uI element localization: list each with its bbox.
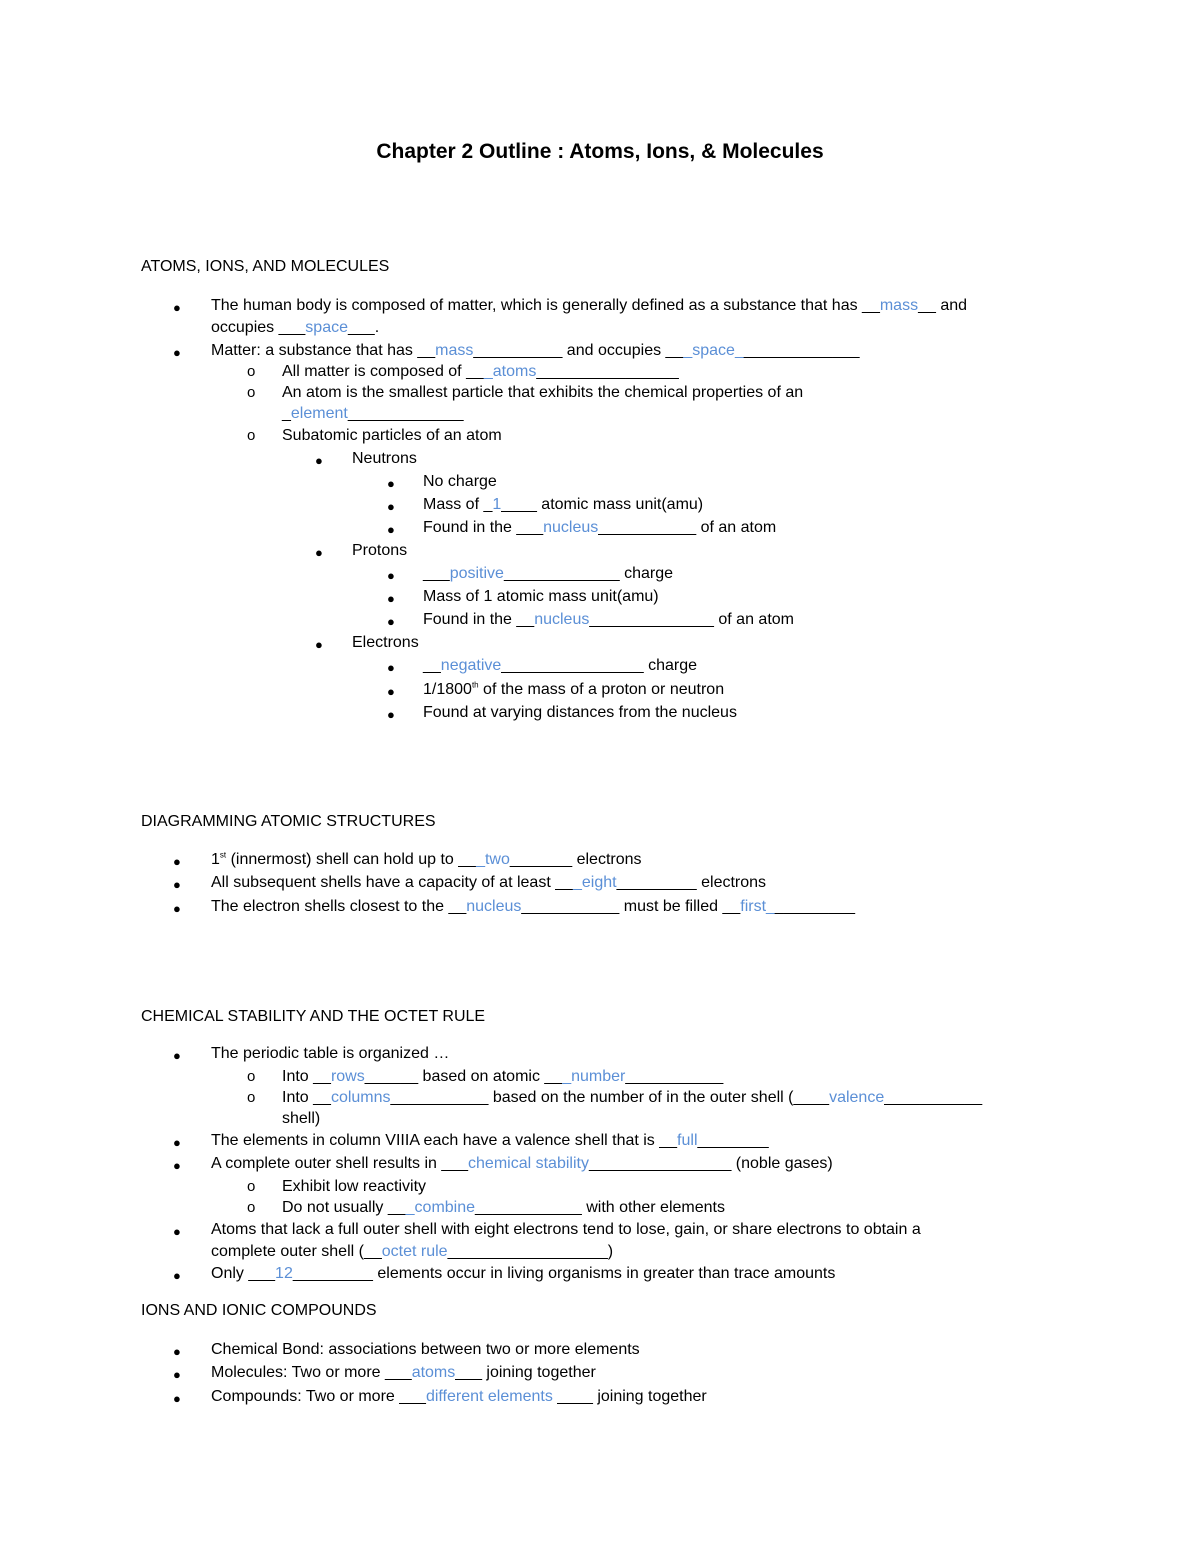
bullet-icon: ● xyxy=(387,684,395,699)
section-heading: ATOMS, IONS, AND MOLECULES xyxy=(141,258,390,275)
outline-line xyxy=(423,704,737,722)
line-text: ___ xyxy=(423,565,450,582)
outline-line xyxy=(211,1265,835,1283)
bullet-icon: ● xyxy=(173,1391,181,1406)
outline-line xyxy=(423,496,703,514)
outline-line xyxy=(211,874,766,892)
line-text: _________ electrons xyxy=(616,874,767,891)
answer-text: mass xyxy=(435,342,474,359)
outline-line xyxy=(423,565,673,583)
line-text: complete outer shell (__ xyxy=(211,1243,382,1260)
sub-bullet-icon: o xyxy=(247,1089,256,1106)
line-text: _____________ xyxy=(347,405,464,422)
line-text: ________________ charge xyxy=(501,657,698,674)
line-text: _____________ xyxy=(743,342,860,359)
outline-line xyxy=(423,588,659,606)
outline-line xyxy=(352,450,417,468)
line-text: Into __ xyxy=(282,1089,331,1106)
section-heading: IONS AND IONIC COMPOUNDS xyxy=(141,1302,377,1319)
bullet-icon: ● xyxy=(173,901,181,916)
bullet-icon: ● xyxy=(387,522,395,537)
outline-line xyxy=(211,1341,640,1359)
outline-line xyxy=(211,1388,707,1406)
page-title: Chapter 2 Outline : Atoms, Ions, & Molecules xyxy=(376,140,824,163)
line-text: ____________ with other elements xyxy=(475,1199,725,1216)
line-text: Mass of 1 atomic mass unit(amu) xyxy=(423,588,659,605)
line-text: Found at varying distances from the nucleus xyxy=(423,704,737,721)
line-text: __________ and occupies __ xyxy=(473,342,684,359)
bullet-icon: ● xyxy=(173,1158,181,1173)
answer-text: rows xyxy=(330,1068,365,1085)
outline-line xyxy=(282,384,803,402)
answer-text: element xyxy=(290,405,348,422)
outline-line xyxy=(282,1178,426,1196)
bullet-icon: ● xyxy=(387,614,395,629)
line-text: All subsequent shells have a capacity of at least __ xyxy=(211,874,573,891)
line-text: Into __ xyxy=(282,1068,331,1085)
line-text: _________ xyxy=(774,898,856,915)
answer-text: mass xyxy=(879,297,919,314)
line-text: __________________) xyxy=(447,1243,614,1260)
answer-text: _atoms xyxy=(483,363,537,380)
line-text: ____ joining together xyxy=(552,1388,707,1405)
line-text: ________ xyxy=(697,1132,769,1149)
bullet-icon: ● xyxy=(387,591,395,606)
line-text: ____ atomic mass unit(amu) xyxy=(501,496,704,513)
line-text: shell) xyxy=(282,1110,321,1127)
line-text: ___________ xyxy=(884,1089,983,1106)
answer-text: space xyxy=(305,319,348,336)
answer-text: columns xyxy=(330,1089,391,1106)
line-text: 1/1800 xyxy=(423,681,472,698)
line-text: A complete outer shell results in ___ xyxy=(211,1155,469,1172)
sub-bullet-icon: o xyxy=(247,384,256,401)
line-text: ___. xyxy=(348,319,380,336)
outline-line xyxy=(211,898,855,916)
line-text: Found in the ___ xyxy=(423,519,544,536)
line-text: Subatomic particles of an atom xyxy=(282,427,502,444)
line-text: Neutrons xyxy=(352,450,417,467)
bullet-icon: ● xyxy=(173,1048,181,1063)
line-text: __ xyxy=(423,657,441,674)
outline-line xyxy=(211,851,642,869)
bullet-icon: ● xyxy=(173,1344,181,1359)
bullet-icon: ● xyxy=(173,854,181,869)
bullet-icon: ● xyxy=(387,568,395,583)
outline-line xyxy=(211,1364,596,1382)
bullet-icon: ● xyxy=(173,1367,181,1382)
outline-line xyxy=(352,634,419,652)
outline-line xyxy=(211,319,379,337)
line-text: Only ___ xyxy=(211,1265,276,1282)
answer-text: 1 xyxy=(492,496,502,513)
outline-line xyxy=(282,363,679,381)
bullet-icon: ● xyxy=(315,545,323,560)
bullet-icon: ● xyxy=(387,476,395,491)
line-text: ___________ must be filled __ xyxy=(521,898,741,915)
line-text: The elements in column VIIIA each have a valence shell that is __ xyxy=(211,1132,678,1149)
bullet-icon: ● xyxy=(315,637,323,652)
line-text: ___________ of an atom xyxy=(598,519,777,536)
line-text: Compounds: Two or more ___ xyxy=(211,1388,426,1405)
answer-text: full xyxy=(677,1132,698,1149)
line-text: Electrons xyxy=(352,634,419,651)
outline-line xyxy=(423,681,724,699)
outline-line xyxy=(423,519,776,537)
answer-text: nucleus xyxy=(466,898,522,915)
line-text: The periodic table is organized … xyxy=(211,1045,450,1062)
line-text: The human body is composed of matter, which is generally defined as a substance that has __ xyxy=(211,297,880,314)
outline-line xyxy=(211,342,860,360)
superscript-text: st xyxy=(219,850,227,860)
line-text: No charge xyxy=(423,473,497,490)
answer-text: _combine xyxy=(405,1199,476,1216)
section-heading: CHEMICAL STABILITY AND THE OCTET RULE xyxy=(141,1008,486,1025)
answer-text: _eight xyxy=(573,874,617,891)
answer-text: 12 xyxy=(275,1265,293,1282)
line-text: Atoms that lack a full outer shell with eight electrons tend to lose, gain, or share electrons to obtain a xyxy=(211,1221,921,1238)
section-heading: DIAGRAMMING ATOMIC STRUCTURES xyxy=(141,813,436,830)
line-text: Found in the __ xyxy=(423,611,535,628)
line-text: All matter is composed of __ xyxy=(282,363,484,380)
line-text: _ xyxy=(282,405,291,422)
outline-line xyxy=(211,1155,833,1173)
line-text: ______________ of an atom xyxy=(589,611,794,628)
answer-text: nucleus xyxy=(534,611,590,628)
outline-line xyxy=(211,1243,613,1261)
answer-text: _space_ xyxy=(683,342,744,359)
bullet-icon: ● xyxy=(173,300,181,315)
outline-line xyxy=(423,473,497,491)
line-text: _________ elements occur in living organisms in greater than trace amounts xyxy=(292,1265,836,1282)
line-text: _______ electrons xyxy=(509,851,642,868)
bullet-icon: ● xyxy=(387,660,395,675)
answer-text: nucleus xyxy=(543,519,599,536)
bullet-icon: ● xyxy=(315,453,323,468)
outline-line xyxy=(352,542,407,560)
superscript-text: th xyxy=(471,680,479,690)
answer-text: atoms xyxy=(411,1364,456,1381)
outline-line xyxy=(423,657,697,675)
line-text: occupies ___ xyxy=(211,319,306,336)
sub-bullet-icon: o xyxy=(247,363,256,380)
line-text: Matter: a substance that has __ xyxy=(211,342,436,359)
outline-line xyxy=(211,1132,769,1150)
line-text: ___ joining together xyxy=(455,1364,596,1381)
line-text: Chemical Bond: associations between two or more elements xyxy=(211,1341,640,1358)
sub-bullet-icon: o xyxy=(247,427,256,444)
line-text: of the mass of a proton or neutron xyxy=(478,681,725,698)
outline-line xyxy=(211,1045,449,1063)
line-text: ___________ xyxy=(625,1068,724,1085)
outline-line xyxy=(282,1068,723,1086)
bullet-icon: ● xyxy=(173,1224,181,1239)
answer-text: chemical stability xyxy=(468,1155,589,1172)
bullet-icon: ● xyxy=(173,345,181,360)
line-text: ___________ based on the number of in the outer shell (____ xyxy=(390,1089,830,1106)
answer-text: negative xyxy=(440,657,502,674)
line-text: Do not usually __ xyxy=(282,1199,406,1216)
line-text: ______ based on atomic __ xyxy=(364,1068,563,1085)
answer-text: _number xyxy=(562,1068,626,1085)
outline-line xyxy=(211,1221,921,1239)
line-text: (innermost) shell can hold up to __ xyxy=(226,851,477,868)
bullet-icon: ● xyxy=(173,1135,181,1150)
bullet-icon: ● xyxy=(387,499,395,514)
outline-line xyxy=(282,1089,982,1107)
outline-line xyxy=(282,1199,725,1217)
line-text: ________________ (noble gases) xyxy=(588,1155,833,1172)
bullet-icon: ● xyxy=(387,707,395,722)
outline-line xyxy=(282,427,502,445)
answer-text: different elements xyxy=(425,1388,553,1405)
line-text: An atom is the smallest particle that exhibits the chemical properties of an xyxy=(282,384,804,401)
line-text: Mass of _ xyxy=(423,496,493,513)
outline-line xyxy=(282,1110,320,1128)
outline-line xyxy=(211,297,967,315)
line-text: __ and xyxy=(918,297,968,314)
answer-text: _two xyxy=(476,851,510,868)
line-text: The electron shells closest to the __ xyxy=(211,898,467,915)
line-text: ________________ xyxy=(536,363,679,380)
line-text: Protons xyxy=(352,542,408,559)
answer-text: octet rule xyxy=(381,1243,448,1260)
sub-bullet-icon: o xyxy=(247,1178,256,1195)
sub-bullet-icon: o xyxy=(247,1199,256,1216)
answer-text: valence xyxy=(829,1089,885,1106)
line-text: Exhibit low reactivity xyxy=(282,1178,427,1195)
outline-line xyxy=(282,405,464,423)
line-text: Molecules: Two or more ___ xyxy=(211,1364,412,1381)
answer-text: first_ xyxy=(740,898,775,915)
bullet-icon: ● xyxy=(173,877,181,892)
bullet-icon: ● xyxy=(173,1268,181,1283)
sub-bullet-icon: o xyxy=(247,1068,256,1085)
answer-text: positive xyxy=(449,565,504,582)
outline-line xyxy=(423,611,794,629)
line-text: _____________ charge xyxy=(503,565,673,582)
line-text: 1 xyxy=(211,851,220,868)
